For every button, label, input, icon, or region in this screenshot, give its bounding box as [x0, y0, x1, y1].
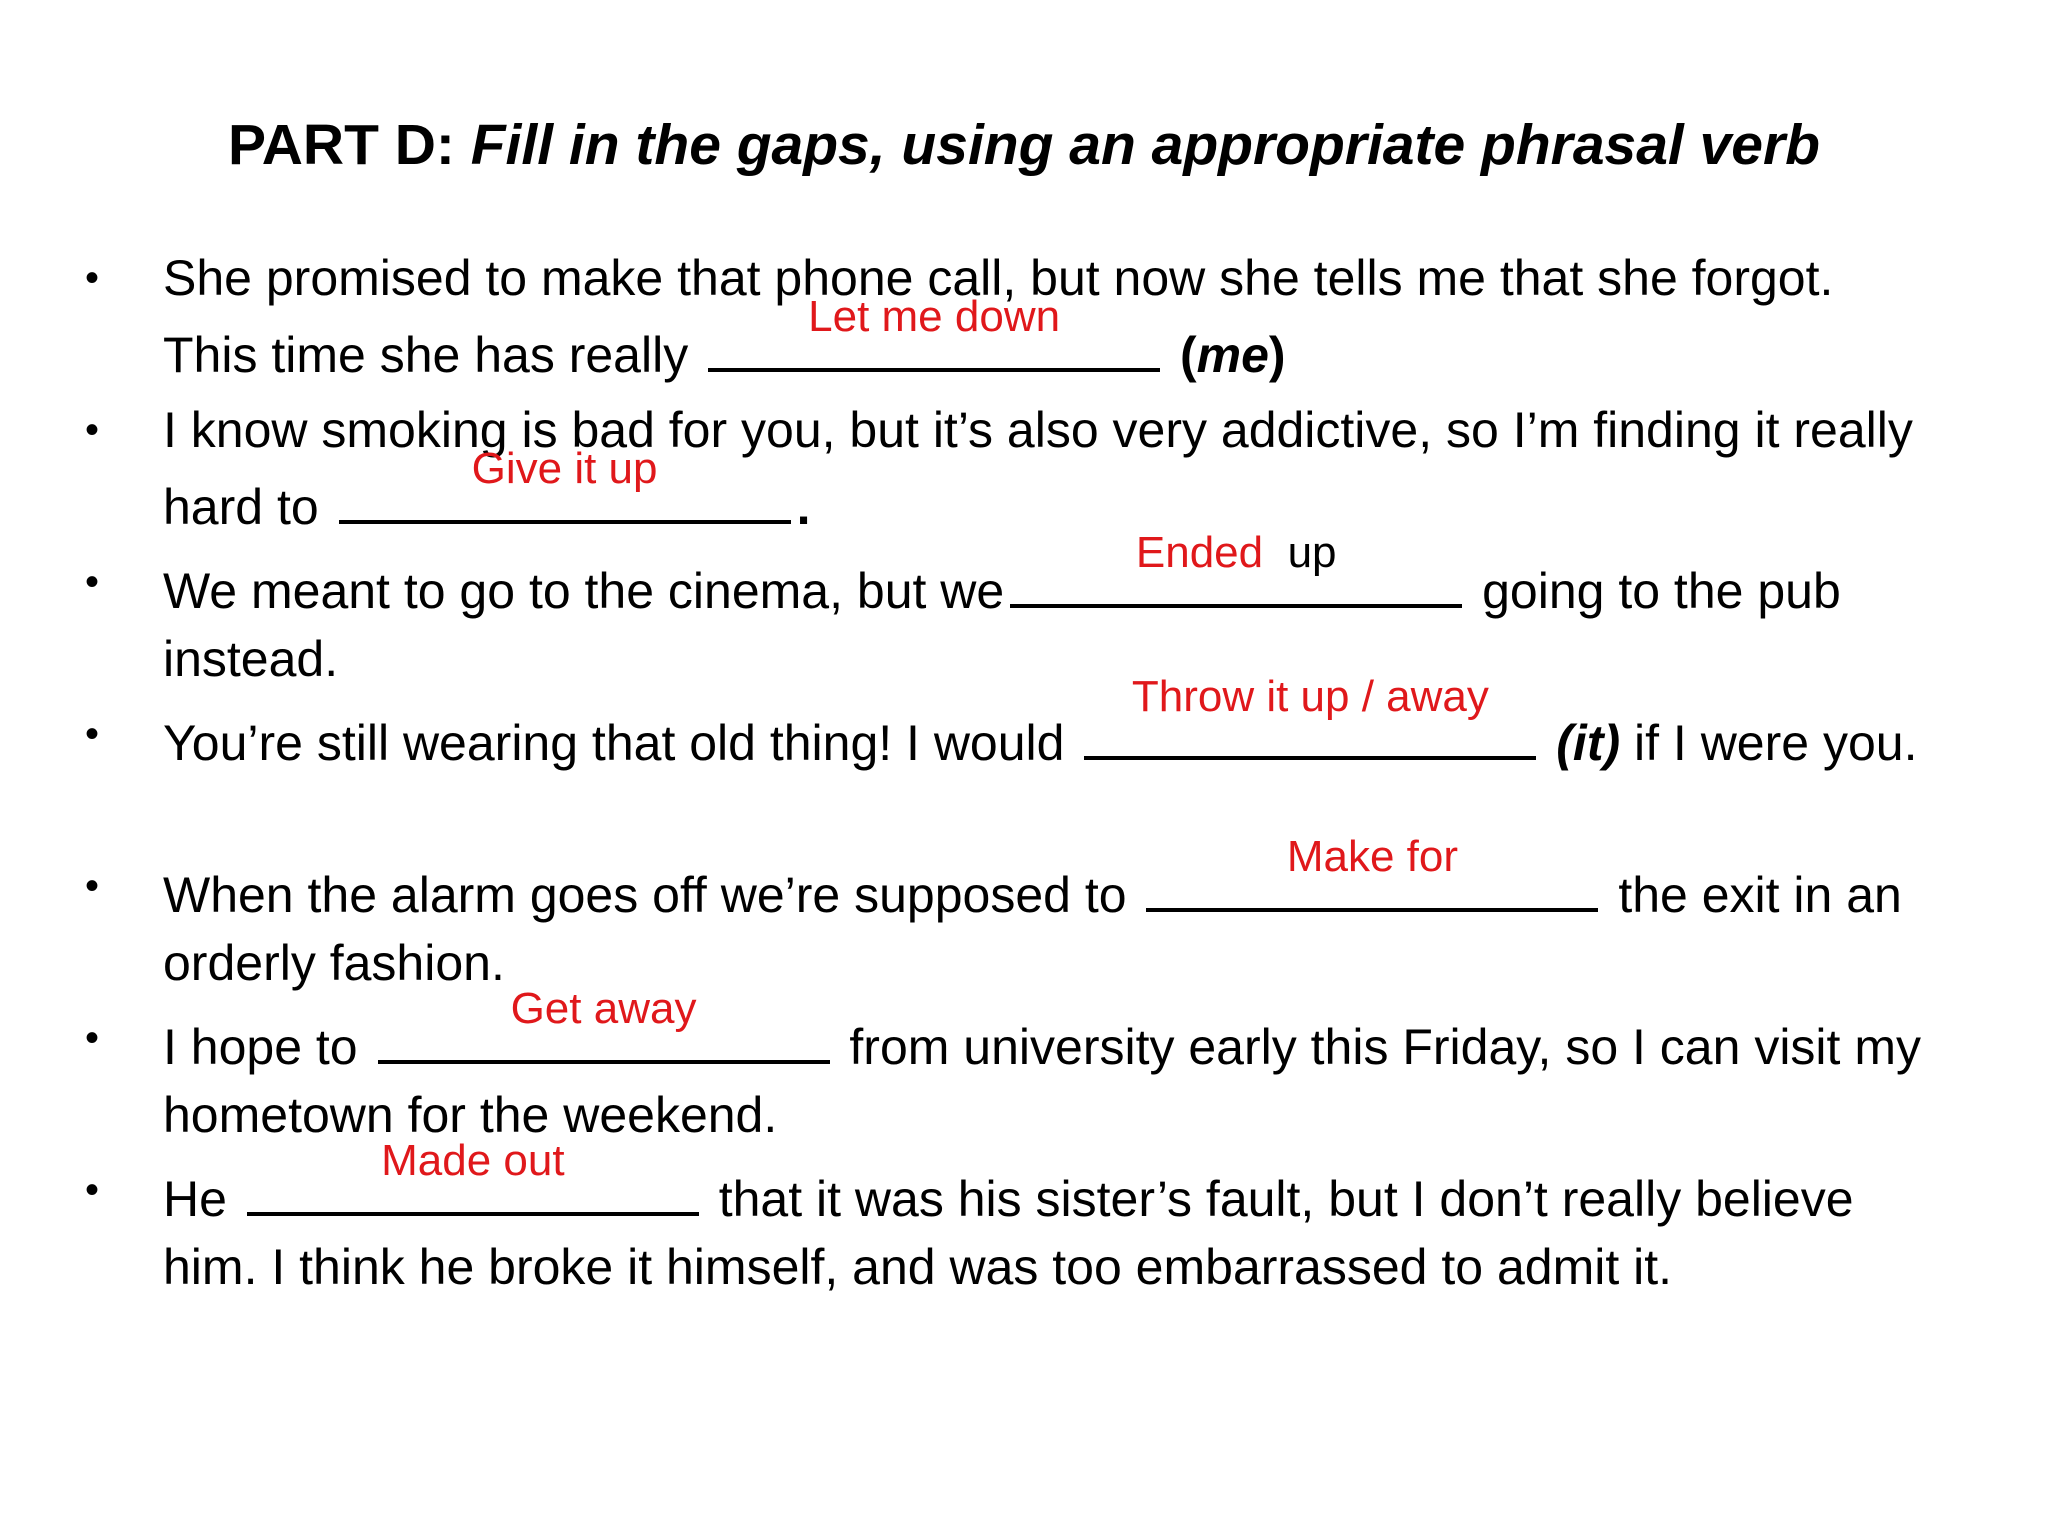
- answer-gap[interactable]: [708, 292, 1160, 372]
- exercise-item-3: [85, 528, 1923, 693]
- bullet: •: [85, 1016, 100, 1060]
- answer-text: Give it up: [471, 444, 658, 493]
- bullet: •: [85, 408, 100, 452]
- item-text-after: going to the pub instead.: [163, 563, 1841, 687]
- item-text-after: if I were you.: [1620, 715, 1918, 771]
- item-text-after: that it was his sister’s fault, but I don’t really believe him. I think he broke it himself, and was too embarrassed to admit it.: [163, 1171, 1854, 1295]
- answer-text: Made out: [381, 1136, 565, 1185]
- page-title: [0, 112, 2048, 178]
- answer-text: Let me down: [808, 292, 1061, 341]
- exercise-item-5: [85, 832, 1923, 997]
- answer-gap[interactable]: [1010, 528, 1462, 608]
- item-text-before: She promised to make that phone call, but now she tells me that she forgot. This time she has really: [163, 250, 1834, 383]
- item-text-before: You’re still wearing that old thing! I would: [163, 715, 1065, 771]
- answer-text: [1010, 528, 1462, 578]
- exercise-item-1: [85, 244, 1923, 389]
- answer-gap[interactable]: [339, 444, 791, 524]
- answer-main: Ended: [1135, 528, 1264, 577]
- answer-text: Get away: [510, 984, 697, 1033]
- exercise-item-6: [85, 984, 1923, 1149]
- answer-text: Make for: [1286, 832, 1459, 881]
- item-text-before: He: [163, 1171, 227, 1227]
- bullet: •: [85, 864, 100, 908]
- item-text-before: I hope to: [163, 1019, 358, 1075]
- item-text-before: I know smoking is bad for you, but it’s also very addictive, so I’m finding it really hard to: [163, 402, 1913, 535]
- exercise-item-4: [85, 672, 1923, 777]
- item-text-before: We meant to go to the cinema, but we: [163, 563, 1005, 619]
- title-prefix: PART D:: [227, 113, 471, 177]
- item-text-after-close: ): [1268, 327, 1286, 383]
- bullet: •: [85, 1168, 100, 1212]
- exercise-item-2: [85, 396, 1923, 541]
- item-text-after: the exit in an orderly fashion.: [163, 867, 1902, 991]
- answer-gap[interactable]: [1146, 832, 1598, 912]
- bullet: •: [85, 560, 100, 604]
- item-text-after: .: [796, 479, 811, 535]
- exercise-item-7: [85, 1136, 1923, 1301]
- answer-gap[interactable]: [378, 984, 830, 1064]
- answer-extra: up: [1287, 528, 1337, 577]
- answer-gap[interactable]: [247, 1136, 699, 1216]
- bullet: •: [85, 256, 100, 300]
- item-text-after: (: [1166, 327, 1197, 383]
- item-text-before: When the alarm goes off we’re supposed to: [163, 867, 1127, 923]
- answer-gap[interactable]: [1084, 672, 1536, 760]
- item-hint: me: [1196, 327, 1269, 383]
- item-hint: (it): [1556, 715, 1621, 771]
- item-text-after: from university early this Friday, so I can visit my hometown for the weekend.: [163, 1019, 1921, 1143]
- bullet: •: [85, 712, 100, 756]
- answer-text: Throw it up / away: [1131, 672, 1489, 721]
- title-instruction: Fill in the gaps, using an appropriate phrasal verb: [470, 113, 1821, 177]
